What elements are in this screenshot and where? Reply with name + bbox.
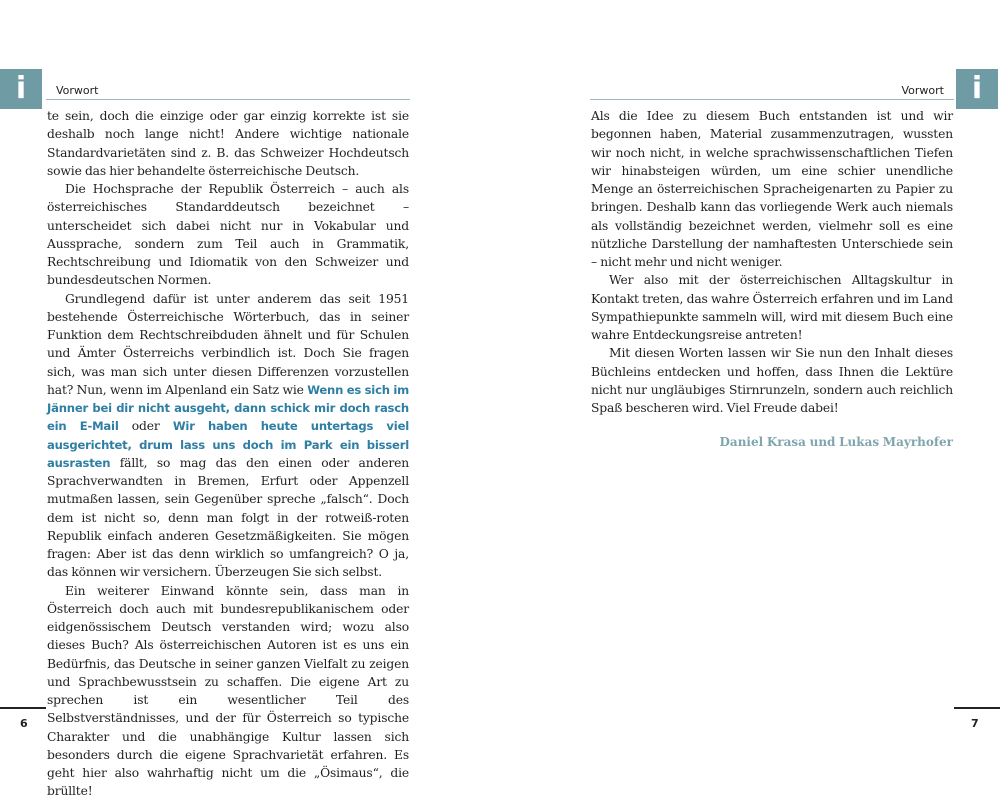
paragraph-text: fällt, so mag das den einen oder anderen Sprachverwandten in Bremen, Erfurt oder Appenzell mutmaßen lassen, sein Gegenüber spreche „falsch“. Doch dem ist nicht so, denn man folgt in der rotweiß-roten Republik einfach anderen Gesetzmäßigkeiten. Sie mögen fragen: Aber ist das denn wirklich so umfangreich? O ja, das können wir versichern. Überzeugen Sie sich selbst. — [47, 455, 409, 580]
paragraph: Ein weiterer Einwand könnte sein, dass man in Österreich doch auch mit bundesrepublikanischem oder eidgenössischem Deutsch verstanden wird; wozu also dieses Buch? Als österreichischen Autoren ist es uns ein Bedürfnis, das Deutsche in seiner ganzen Vielfalt zu zeigen und Sprachbewusstsein zu schaffen. Die eigene Art zu sprechen ist ein wesentlicher Teil des Selbstverständnisses, und der für Österreich so typische Charakter und die unabhängige Kultur lassen sich besonders durch die eigene Sprachvarietät erfahren. Es geht hier also wahrhaftig nicht um die „Ösimaus“, die brüllte! — [47, 583, 409, 799]
paragraph: Wer also mit der österreichischen Alltagskultur in Kontakt treten, das wahre Österreich erfahren und im Land Sympathiepunkte sammeln will, wird mit diesem Buch eine wahre Entdeckungsreise antreten! — [591, 273, 953, 342]
paragraph-text: Grundlegend dafür ist unter anderem das seit 1951 bestehende Österreichische Wörterbuch, das in seiner Funktion dem Rechtschreibduden ähnelt und für Schulen und Ämter Österreichs verbindlich ist. Doch Sie fragen sich, was man sich unter diesen Differenzen vorzustellen hat? Nun, wenn im Alpenland ein Satz wie — [47, 291, 409, 397]
info-icon: i — [0, 69, 42, 109]
paragraph: Als die Idee zu diesem Buch entstanden ist und wir begonnen haben, Material zusammenzutragen, wussten wir noch nicht, in welche sprachwissenschaftlichen Tiefen wir hinabsteigen würden, um eine schier unendliche Menge an österreichischen Spracheigenarten zu Papier zu bringen. Deshalb kann das vorliegende Werk auch niemals als vollständig bezeichnet werden, vielmehr soll es eine nützliche Darstellung der namhaftesten Unterschiede sein – nicht mehr und nicht weniger. — [591, 109, 953, 269]
paragraph-text: oder — [118, 419, 173, 434]
header-divider — [590, 99, 954, 100]
page-number: 7 — [971, 717, 979, 730]
running-header: Vorwort — [56, 84, 99, 97]
paragraph-with-examples — [47, 290, 409, 582]
footer-divider — [0, 707, 46, 709]
info-icon: i — [956, 69, 998, 109]
body-text — [47, 107, 409, 801]
paragraph: te sein, doch die einzige oder gar einzig korrekte ist sie deshalb noch lange nicht! Andere wichtige nationale Standardvarietäten sind z. B. das Schweizer Hochdeutsch sowie das hier behandelte österreichische Deutsch. — [47, 109, 409, 178]
running-header: Vorwort — [901, 84, 944, 97]
body-text — [591, 107, 953, 452]
example-phrase: Wir haben heute untertags viel ausgerichtet, drum lass uns doch im Park ein bisserl ausrasten — [47, 419, 410, 470]
left-page — [0, 0, 500, 800]
right-page — [500, 0, 1000, 800]
page-number: 6 — [20, 717, 28, 730]
paragraph: Mit diesen Worten lassen wir Sie nun den Inhalt dieses Büchleins entdecken und hoffen, dass Ihnen die Lektüre nicht nur ungläubiges Stirnrunzeln, sondern auch reichlich Spaß bescheren wird. Viel Freude dabei! — [591, 346, 953, 415]
author-signature: Daniel Krasa und Lukas Mayrhofer — [719, 435, 953, 450]
paragraph: Die Hochsprache der Republik Österreich – auch als österreichisches Standarddeutsch bezeichnet – unterscheidet sich dabei nicht nur in Vokabular und Aussprache, sondern zum Teil auch in Grammatik, Rechtschreibung und Idiomatik von den Schweizer und bundesdeutschen Normen. — [47, 182, 409, 288]
footer-divider — [954, 707, 1000, 709]
example-phrase: Wenn es sich im Jänner bei dir nicht ausgeht, dann schick mir doch rasch ein E-Mail — [47, 382, 409, 434]
header-divider — [46, 99, 410, 100]
